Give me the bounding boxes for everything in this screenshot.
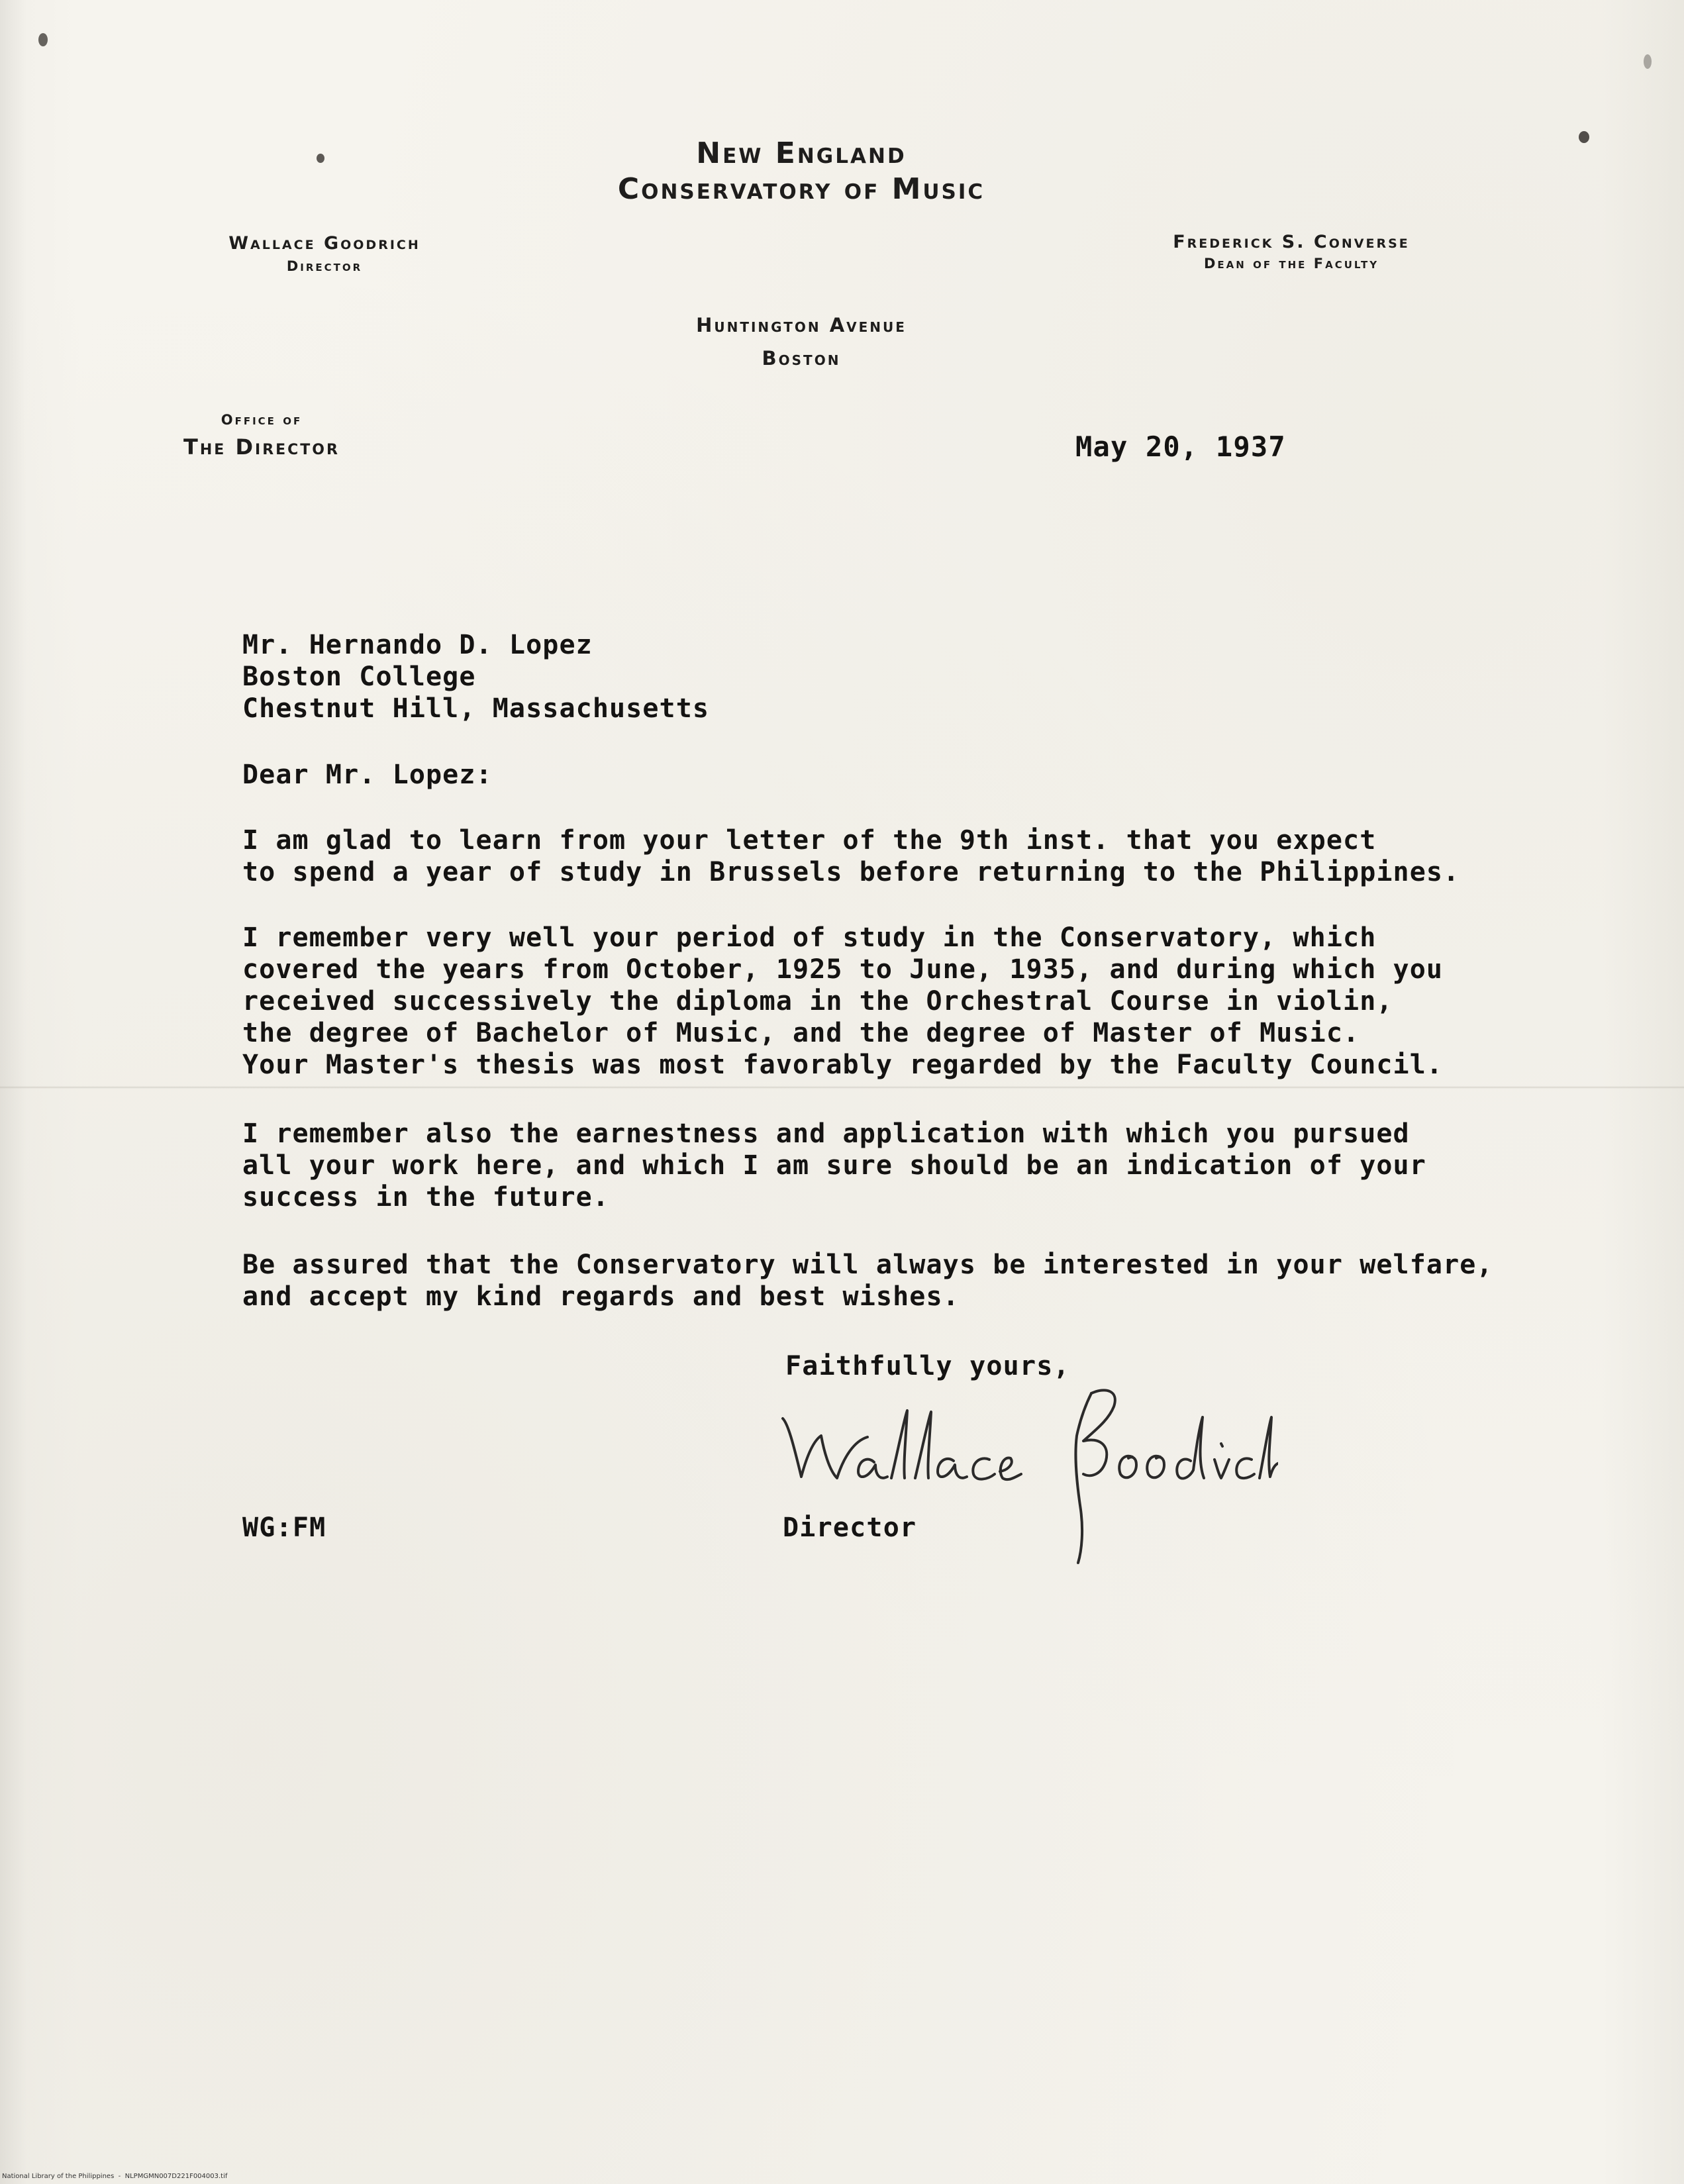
director-name: Wallace Goodrich bbox=[228, 233, 421, 254]
body-line: the degree of Bachelor of Music, and the degree of Master of Music. bbox=[242, 1018, 1360, 1048]
dean-title: Dean of the Faculty bbox=[1203, 256, 1379, 272]
body-line: to spend a year of study in Brussels before returning to the Philippines. bbox=[242, 857, 1460, 887]
ink-smudge bbox=[1644, 54, 1652, 69]
reference-initials: WG:FM bbox=[242, 1513, 326, 1543]
body-line: Your Master's thesis was most favorably regarded by the Faculty Council. bbox=[242, 1050, 1444, 1080]
recipient-line: Boston College bbox=[242, 662, 476, 692]
paragraph-3 bbox=[242, 1118, 1426, 1213]
body-line: I remember also the earnestness and application with which you pursued bbox=[242, 1118, 1410, 1149]
dean-name: Frederick S. Converse bbox=[1173, 232, 1410, 252]
institution-name-line2: Conservatory of Music bbox=[617, 172, 985, 206]
body-line: all your work here, and which I am sure should be an indication of your bbox=[242, 1150, 1426, 1181]
institution-name-line1: New England bbox=[696, 136, 907, 170]
paper-fold-line bbox=[0, 1086, 1684, 1089]
salutation-line: Dear Mr. Lopez: bbox=[242, 760, 493, 790]
archive-label: National Library of the Philippines bbox=[2, 2173, 115, 2180]
closing: Faithfully yours, bbox=[785, 1351, 1070, 1381]
body-line: Be assured that the Conservatory will always be interested in your welfare, bbox=[242, 1250, 1493, 1280]
salutation bbox=[242, 759, 493, 791]
body-line: covered the years from October, 1925 to June, 1935, and during which you bbox=[242, 954, 1444, 985]
director-title: Director bbox=[286, 258, 363, 274]
body-line: and accept my kind regards and best wishes. bbox=[242, 1281, 960, 1312]
paragraph-1 bbox=[242, 824, 1460, 888]
ink-smudge bbox=[38, 33, 48, 46]
address-city: Boston bbox=[762, 347, 841, 370]
archive-file-id: NLPMGMN007D221F004003.tif bbox=[124, 2173, 228, 2180]
recipient-line: Chestnut Hill, Massachusetts bbox=[242, 693, 710, 724]
body-line: I am glad to learn from your letter of the 9th inst. that you expect bbox=[242, 825, 1377, 856]
recipient-line: Mr. Hernando D. Lopez bbox=[242, 630, 593, 660]
paragraph-4 bbox=[242, 1249, 1493, 1313]
archive-footer: National Library of the Philippines - NLPMGMN007D221F004003.tif bbox=[2, 2173, 228, 2180]
office-of-label: Office of bbox=[221, 412, 303, 428]
address-street: Huntington Avenue bbox=[696, 314, 907, 336]
paragraph-2 bbox=[242, 922, 1443, 1081]
body-line: success in the future. bbox=[242, 1182, 610, 1213]
letter-date: May 20, 1937 bbox=[1075, 430, 1286, 463]
recipient-address bbox=[242, 629, 709, 724]
signer-title: Director bbox=[783, 1513, 917, 1543]
body-line: received successively the diploma in the Orchestral Course in violin, bbox=[242, 986, 1393, 1017]
body-line: I remember very well your period of study in the Conservatory, which bbox=[242, 922, 1377, 953]
office-name: The Director bbox=[183, 434, 340, 460]
